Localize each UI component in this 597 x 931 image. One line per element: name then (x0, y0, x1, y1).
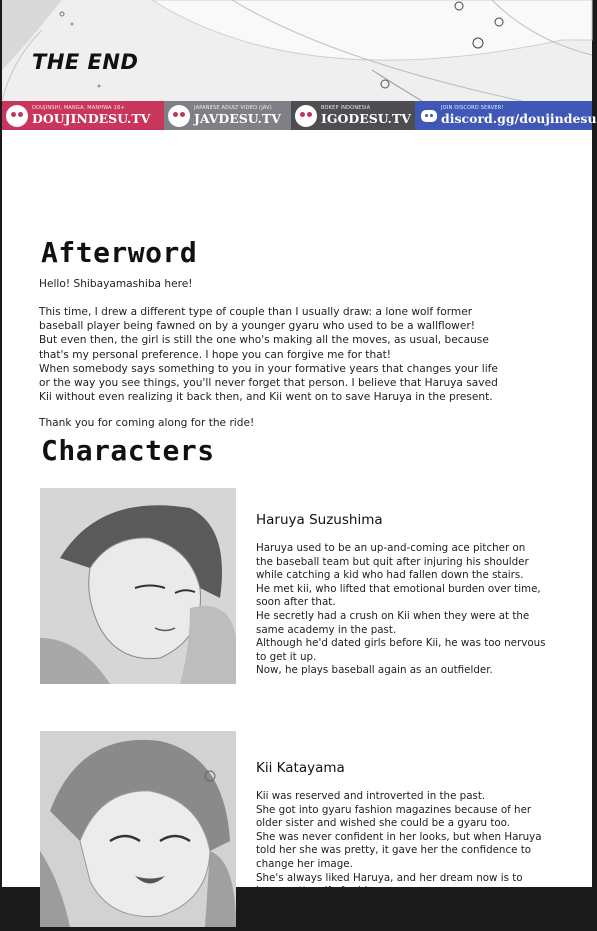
ad-tagline: JOIN DISCORD SERVER! (441, 104, 504, 111)
character-desc-line: same academy in the past. (256, 623, 397, 636)
ad-site: JAVDESU.TV (194, 110, 281, 126)
characters-heading: Characters (41, 434, 215, 467)
ad-banner (2, 101, 597, 130)
afterword-line: When somebody says something to you in your formative years that changes your life (39, 362, 498, 375)
afterword-line: But even then, the girl is still the one who's making all the moves, as usual, because (39, 334, 489, 347)
character-desc-line: change her image. (256, 857, 353, 870)
ad-doujindesu[interactable] (2, 101, 164, 130)
afterword-line: Kii without even realizing it back then, and Kii went on to save Haruya in the present. (39, 391, 493, 404)
discord-icon (421, 110, 437, 122)
afterword-closing: Thank you for coming along for the ride! (39, 417, 255, 429)
character-desc-line: older sister and wished she could be a gyaru too. (256, 817, 511, 830)
afterword-heading: Afterword (41, 236, 198, 269)
character-desc-line: soon after that. (256, 596, 336, 609)
ad-site: discord.gg/doujindesu (441, 110, 597, 126)
character-desc-line: Haruya used to be an up-and-coming ace pitcher on (256, 542, 526, 554)
character-desc-line: while catching a kid who had fallen down the stairs. (256, 569, 524, 582)
character-desc-line: told her she was pretty, it gave her the confidence to (256, 844, 532, 857)
ad-tagline: DOUJINSHI, MANGA, MANHWA 18+ (32, 104, 125, 111)
character-desc-line: She was never confident in her looks, but when Haruya (256, 830, 542, 843)
character-desc-line: She got into gyaru fashion magazines because of her (256, 803, 532, 816)
portrait-haruya (40, 488, 236, 684)
kii-portrait-image (40, 731, 236, 927)
panda-mascot-icon (168, 105, 190, 127)
afterword-body (39, 305, 498, 404)
character-name-kii: Kii Katayama (256, 760, 345, 776)
character-desc-haruya (256, 542, 574, 678)
character-desc-line: Now, he plays baseball again as an outfielder. (256, 664, 493, 677)
character-name-haruya: Haruya Suzushima (256, 512, 383, 528)
character-desc-line: He secretly had a crush on Kii when they were at the (256, 609, 530, 622)
panda-mascot-icon (6, 105, 28, 127)
afterword-line: that's my personal preference. I hope you can forgive me for that! (39, 348, 392, 361)
the-end-caption: THE END (32, 50, 139, 74)
character-desc-line: He met kii, who lifted that emotional burden over time, (256, 582, 541, 595)
afterword-line: or the way you see things, you'll never forget that person. I believe that Haruya saved (39, 377, 498, 390)
character-desc-kii (256, 790, 574, 899)
manga-end-panel (2, 0, 592, 101)
ad-discord[interactable] (415, 101, 597, 130)
ad-javdesu[interactable] (164, 101, 291, 130)
ad-igodesu[interactable] (291, 101, 415, 130)
character-desc-line: Although he'd dated girls before Kii, he was too nervous (256, 637, 546, 650)
character-desc-line: be a pretty wife for him. (256, 885, 381, 898)
haruya-portrait-image (40, 488, 236, 684)
character-desc-line: to get it up. (256, 650, 317, 663)
character-desc-line: She's always liked Haruya, and her dream now is to (256, 871, 523, 884)
character-desc-line: the baseball team but quit after injuring his shoulder (256, 555, 529, 568)
portrait-kii (40, 731, 236, 927)
character-desc-line: Kii was reserved and introverted in the past. (256, 790, 486, 802)
ad-tagline: JAPANESE ADULT VIDEO (JAV) (194, 104, 272, 111)
page (2, 0, 597, 898)
panda-mascot-icon (295, 105, 317, 127)
ad-site: IGODESU.TV (321, 110, 411, 126)
afterword-greeting: Hello! Shibayamashiba here! (39, 278, 193, 290)
ad-site: DOUJINDESU.TV (32, 110, 151, 126)
afterword-line: baseball player being fawned on by a younger gyaru who used to be a wallflower! (39, 320, 475, 333)
ad-tagline: BOKEP INDONESIA (321, 104, 371, 111)
afterword-line: This time, I drew a different type of couple than I usually draw: a lone wolf former (39, 306, 473, 318)
